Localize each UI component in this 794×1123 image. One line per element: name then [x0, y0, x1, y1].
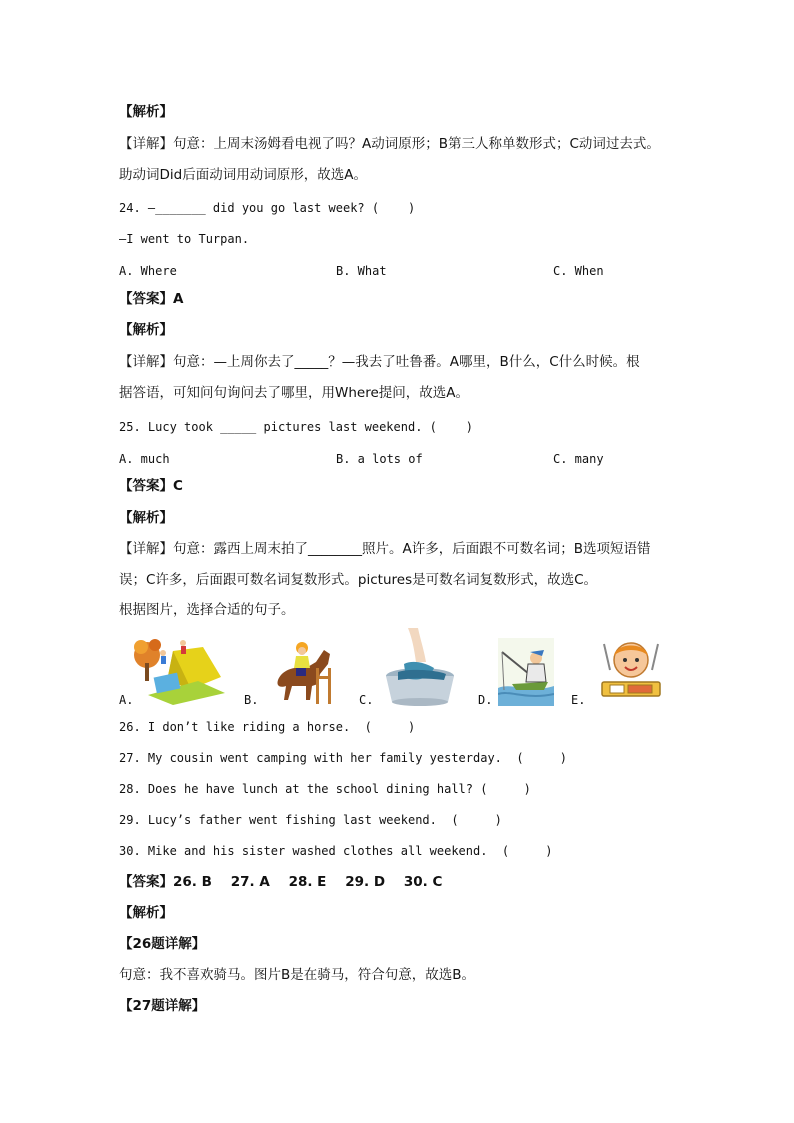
question-29: 29. Lucy’s father went fishing last weekend. ( ): [119, 813, 502, 827]
answer-24: 【答案】A: [119, 291, 184, 307]
explanation-text: 【详解】句意：上周末汤姆看电视了吗？A动词原形；B第三人称单数形式；C动词过去式。: [119, 136, 660, 152]
subquestion-heading-26: 【26题详解】: [119, 936, 206, 952]
having-lunch-picture: [596, 636, 666, 702]
explanation-text: 误；C许多，后面跟可数名词复数形式。pictures是可数名词复数形式，故选C。: [119, 572, 598, 588]
picture-label-e: E.: [571, 693, 586, 707]
picture-label-d: D.: [478, 693, 493, 707]
question-26: 26. I don’t like riding a horse. ( ): [119, 720, 416, 734]
explanation-text: 句意：我不喜欢骑马。图片B是在骑马，符合句意，故选B。: [119, 967, 476, 983]
fishing-picture: [498, 638, 554, 706]
question-28: 28. Does he have lunch at the school dining hall? ( ): [119, 782, 531, 796]
question-24: 24. —_______ did you go last week? ( ): [119, 201, 416, 215]
analysis-heading: 【解析】: [119, 905, 173, 921]
washing-clothes-picture: [378, 628, 460, 706]
horse-riding-picture: [272, 640, 336, 706]
explanation-text: 据答语，可知问句询问去了哪里，用Where提问，故选A。: [119, 385, 470, 401]
option-c: C. When: [553, 264, 604, 278]
option-b: B. a lots of: [336, 452, 423, 466]
answer-25: 【答案】C: [119, 478, 183, 494]
picture-label-b: B.: [244, 693, 259, 707]
explanation-text: 【详解】句意：—上周你去了_____？—我去了吐鲁番。A哪里，B什么，C什么时候。根: [119, 354, 640, 370]
instruction-text: 根据图片，选择合适的句子。: [119, 602, 295, 618]
explanation-text: 【详解】句意：露西上周末拍了________照片。A许多，后面跟不可数名词；B选项短语错: [119, 541, 651, 557]
question-30: 30. Mike and his sister washed clothes all weekend. ( ): [119, 844, 553, 858]
option-a: A. much: [119, 452, 170, 466]
picture-label-c: C.: [359, 693, 374, 707]
analysis-heading: 【解析】: [119, 322, 173, 338]
option-c: C. many: [553, 452, 604, 466]
option-b: B. What: [336, 264, 387, 278]
question-27: 27. My cousin went camping with her family yesterday. ( ): [119, 751, 567, 765]
analysis-heading: 【解析】: [119, 510, 173, 526]
explanation-text: 助动词Did后面动词用动词原形，故选A。: [119, 167, 367, 183]
question-25: 25. Lucy took _____ pictures last weekend. ( ): [119, 420, 474, 434]
subquestion-heading-27: 【27题详解】: [119, 998, 206, 1014]
option-a: A. Where: [119, 264, 177, 278]
answer-26-30: 【答案】26. B 27. A 28. E 29. D 30. C: [119, 874, 443, 890]
question-24-reply: —I went to Turpan.: [119, 232, 250, 246]
picture-label-a: A.: [119, 693, 134, 707]
analysis-heading: 【解析】: [119, 104, 173, 120]
camping-picture: [133, 633, 228, 705]
